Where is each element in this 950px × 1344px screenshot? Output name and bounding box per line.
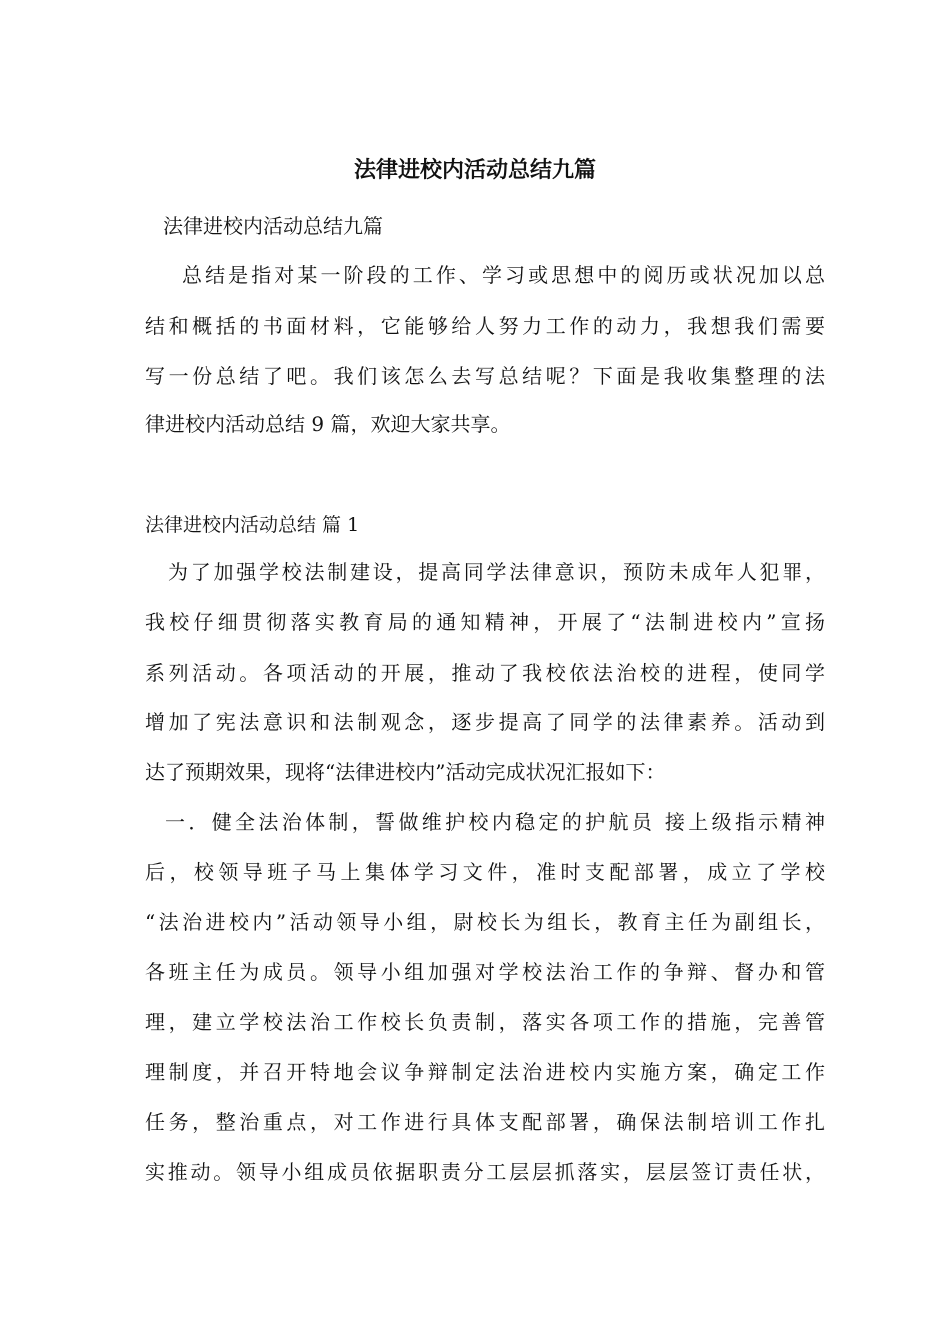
document-title: 法律进校内活动总结九篇 [353,157,596,183]
intro-line: 结和概括的书面材料，它能够给人努力工作的动力，我想我们需要 [145,314,825,338]
intro-line: 律进校内活动总结 9 篇，欢迎大家共享。 [145,412,511,436]
section-line: “法治进校内”活动领导小组，尉校长为组长，教育主任为副组长， [145,910,825,934]
section-line: 理，建立学校法治工作校长负责制，落实各项工作的措施，完善管 [145,1010,825,1034]
section-line: 后，校领导班子马上集体学习文件，准时支配部署，成立了学校 [145,860,825,884]
section-line: 增加了宪法意识和法制观念，逐步提高了同学的法律素养。活动到 [145,710,825,734]
section-line: 任务，整治重点，对工作进行具体支配部署，确保法制培训工作扎 [145,1110,825,1134]
section-heading: 法律进校内活动总结 篇 1 [145,514,360,536]
section-line: 各班主任为成员。领导小组加强对学校法治工作的争辩、督办和管 [145,960,825,984]
section-line: 系列活动。各项活动的开展，推动了我校依法治校的进程，使同学 [145,661,825,685]
section-line: 达了预期效果，现将“法律进校内”活动完成状况汇报如下： [145,760,666,784]
intro-line: 写一份总结了吧。我们该怎么去写总结呢？下面是我收集整理的法 [145,364,825,388]
document-subtitle: 法律进校内活动总结九篇 [163,214,383,238]
intro-line: 总结是指对某一阶段的工作、学习或思想中的阅历或状况加以总 [182,263,825,287]
section-line: 为了加强学校法制建设，提高同学法律意识，预防未成年人犯罪， [168,560,825,584]
section-line: 一．健全法治体制，誓做维护校内稳定的护航员 接上级指示精神 [165,810,825,834]
section-line: 理制度，并召开特地会议争辩制定法治进校内实施方案，确定工作 [145,1060,825,1084]
section-line: 我校仔细贯彻落实教育局的通知精神，开展了“法制进校内”宣扬 [145,610,825,634]
section-line: 实推动。领导小组成员依据职责分工层层抓落实，层层签订责任状， [145,1160,825,1184]
